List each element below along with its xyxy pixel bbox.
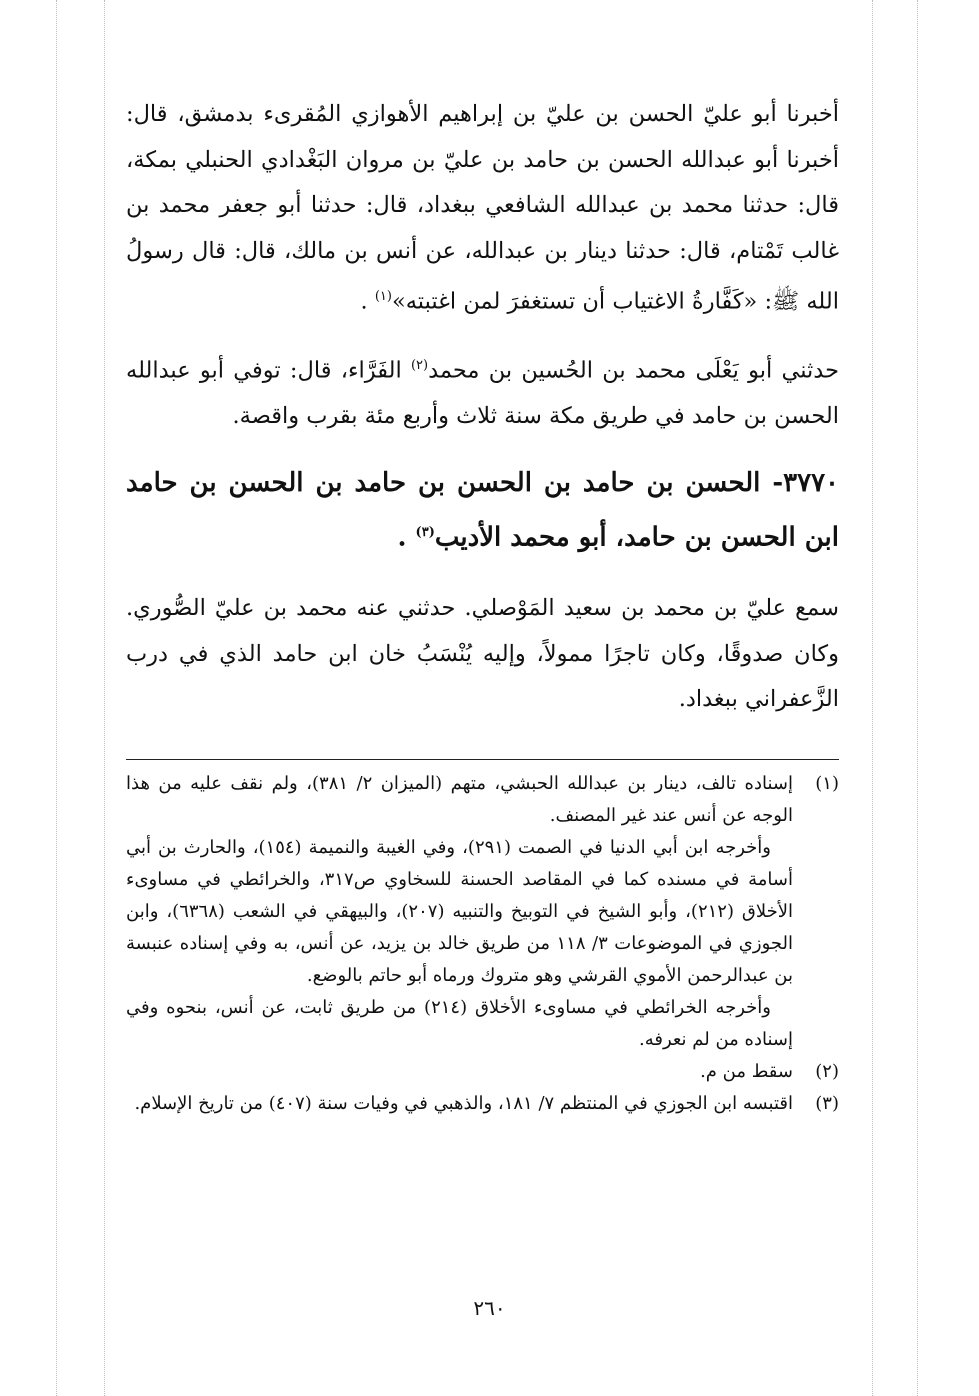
footnote-ref-2: (٢) — [410, 358, 429, 373]
paragraph-1 — [126, 92, 839, 325]
paragraph-2-text-b: الفَرَّاء، قال: توفي أبو عبدالله الحسن بن حامد في طريق مكة سنة ثلاث وأربع مئة بقرب واقصة. — [126, 357, 839, 429]
footnote-3-text: اقتبسه ابن الجوزي في المنتظم ٧/ ١٨١، والذهبي في وفيات سنة (٤٠٧) من تاريخ الإسلام. — [134, 1092, 793, 1114]
entry-heading-end: . — [397, 522, 416, 553]
footnote-1-paragraph-2: وأخرجه ابن أبي الدنيا في الصمت (٢٩١)، وفي الغيبة والنميمة (١٥٤)، والحارث بن أبي أسامة في مسنده كما في المقاصد الحسنة للسخاوي ص٣١٧، والخرائطي في مساوىء الأخلاق (٢١٢)، وأبو الشيخ في التوبيخ والتنبيه (٢٠٧)، والبيهقي في الشعب (٦٣٦٨)، وابن الجوزي في الموضوعات ٣/ ١١٨ من طريق خالد بن يزيد، عن أنس، به وفي إسناده عنبسة بن عبدالرحمن الأموي القرشي وهو متروك ورماه أبو حاتم بالوضع. — [126, 836, 794, 986]
footnote-ref-3: (٣) — [415, 524, 435, 540]
paragraph-2 — [126, 343, 839, 440]
footnote-2-text: سقط من م. — [700, 1060, 793, 1082]
page-number: ٢٦٠ — [473, 1296, 506, 1320]
footnotes — [126, 759, 839, 1120]
footnote-1 — [126, 768, 839, 832]
footnote-2-number: (٢) — [815, 1060, 839, 1082]
footnote-ref-1: (١) — [374, 289, 392, 304]
entry-heading-text: ٣٧٧٠- الحسن بن حامد بن الحسن بن حامد بن الحسن بن حامد ابن الحسن بن حامد، أبو محمد الأديب — [126, 467, 839, 553]
entry-heading — [126, 458, 839, 563]
footnote-3 — [126, 1088, 839, 1120]
paragraph-2-text-a: حدثني أبو يَعْلَى محمد بن الحُسين بن محمد — [428, 357, 839, 384]
footnote-3-number: (٣) — [815, 1092, 839, 1114]
guide-line — [104, 0, 105, 1396]
paragraph-3: سمع عليّ بن محمد بن سعيد المَوْصلي. حدثني عنه محمد بن عليّ الصُّوري. وكان صدوقًا، وكان تاجرًا ممولاً، وإليه يُنْسَبُ خان ابن حامد الذي في درب الزَّعفراني ببغداد. — [126, 595, 839, 713]
footnote-2 — [126, 1056, 839, 1088]
paragraph-1-end: . — [360, 288, 375, 315]
footnote-1-number: (١) — [815, 772, 839, 794]
guide-line — [917, 0, 918, 1396]
page-body — [126, 92, 839, 1120]
footnote-1-text: إسناده تالف، دينار بن عبدالله الحبشي، متهم (الميزان ٢/ ٣٨١)، ولم نقف عليه من هذا الوجه عن أنس عند غير المصنف. — [126, 772, 793, 826]
paragraph-1-text: أخبرنا أبو عليّ الحسن بن عليّ بن إبراهيم الأهوازي المُقرىء بدمشق، قال: أخبرنا أبو عبدالله الحسن بن حامد بن عليّ بن مروان البَغْدادي الحنبلي بمكة، قال: حدثنا محمد بن عبدالله الشافعي ببغداد، قال: حدثنا أبو جعفر محمد بن غالب تَمْتام، قال: حدثنا دينار بن عبدالله، عن أنس بن مالك، قال: قال رسولُ الله ﷺ: «كَفَّارةُ الاغتياب أن تستغفرَ لمن اغتبته» — [126, 101, 839, 315]
footnote-1-paragraph-3: وأخرجه الخرائطي في مساوىء الأخلاق (٢١٤) من طريق ثابت، عن أنس، بنحوه وفي إسناده من لم نعرفه. — [126, 996, 793, 1050]
guide-line — [872, 0, 873, 1396]
guide-line — [56, 0, 57, 1396]
